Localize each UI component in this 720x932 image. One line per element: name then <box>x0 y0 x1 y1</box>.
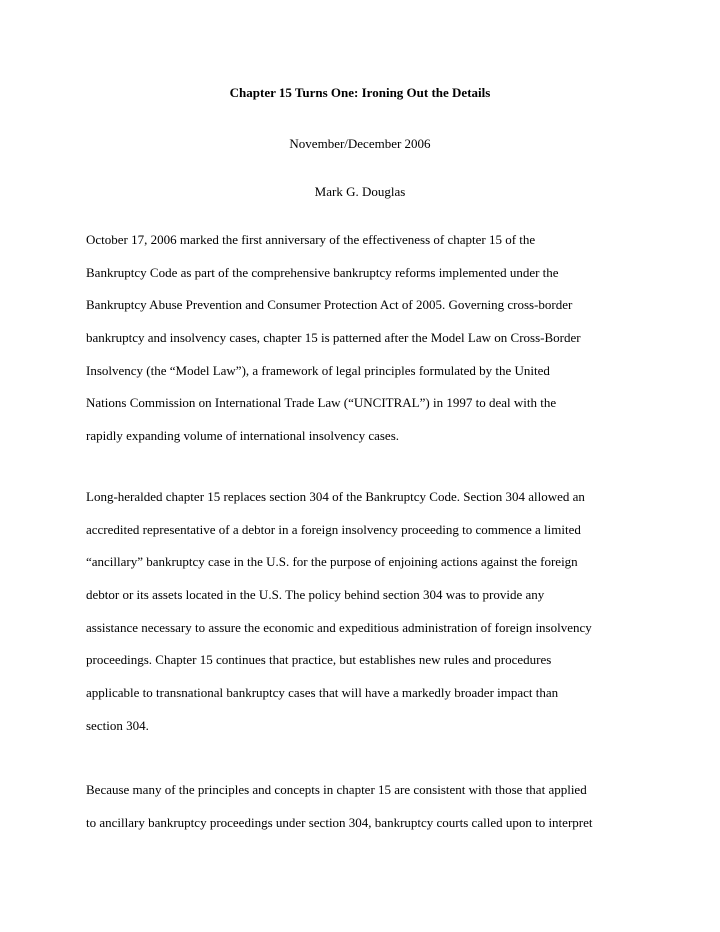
paragraph-3 <box>86 782 646 847</box>
paragraph-line: section 304. <box>86 717 149 733</box>
paragraph-line: Bankruptcy Code as part of the comprehensive bankruptcy reforms implemented under the <box>86 264 559 280</box>
paragraph-line: debtor or its assets located in the U.S. The policy behind section 304 was to provide any <box>86 587 545 603</box>
document-title: Chapter 15 Turns One: Ironing Out the Details <box>229 85 491 100</box>
paragraph-line: October 17, 2006 marked the first anniversary of the effectiveness of chapter 15 of the <box>86 232 536 247</box>
paragraph-line: proceedings. Chapter 15 continues that practice, but establishes new rules and procedures <box>86 652 552 668</box>
paragraph-line: Bankruptcy Abuse Prevention and Consumer Protection Act of 2005. Governing cross-border <box>86 297 573 313</box>
paragraph-line: accredited representative of a debtor in a foreign insolvency proceeding to commence a limited <box>86 521 581 537</box>
paragraph-line: Insolvency (the “Model Law”), a framework of legal principles formulated by the United <box>86 362 550 378</box>
document-author: Mark G. Douglas <box>314 184 406 199</box>
paragraph-line: assistance necessary to assure the economic and expeditious administration of foreign insolvency <box>86 619 592 635</box>
paragraph-line: to ancillary bankruptcy proceedings under section 304, bankruptcy courts called upon to interpret <box>86 814 593 830</box>
paragraph-line: Long-heralded chapter 15 replaces section 304 of the Bankruptcy Code. Section 304 allowed an <box>86 489 585 504</box>
paragraph-line: bankruptcy and insolvency cases, chapter 15 is patterned after the Model Law on Cross-Border <box>86 330 581 346</box>
paragraph-line: “ancillary” bankruptcy case in the U.S. for the purpose of enjoining actions against the foreign <box>86 554 578 570</box>
paragraph-line: applicable to transnational bankruptcy cases that will have a markedly broader impact than <box>86 685 559 701</box>
paragraph-line: Nations Commission on International Trade Law (“UNCITRAL”) in 1997 to deal with the <box>86 395 557 411</box>
paragraph-line: Because many of the principles and concepts in chapter 15 are consistent with those that applied <box>86 782 587 797</box>
document-date: November/December 2006 <box>289 136 431 151</box>
paragraph-2 <box>86 489 646 751</box>
paragraph-1 <box>86 232 646 461</box>
paragraph-line: rapidly expanding volume of international insolvency cases. <box>86 428 399 444</box>
